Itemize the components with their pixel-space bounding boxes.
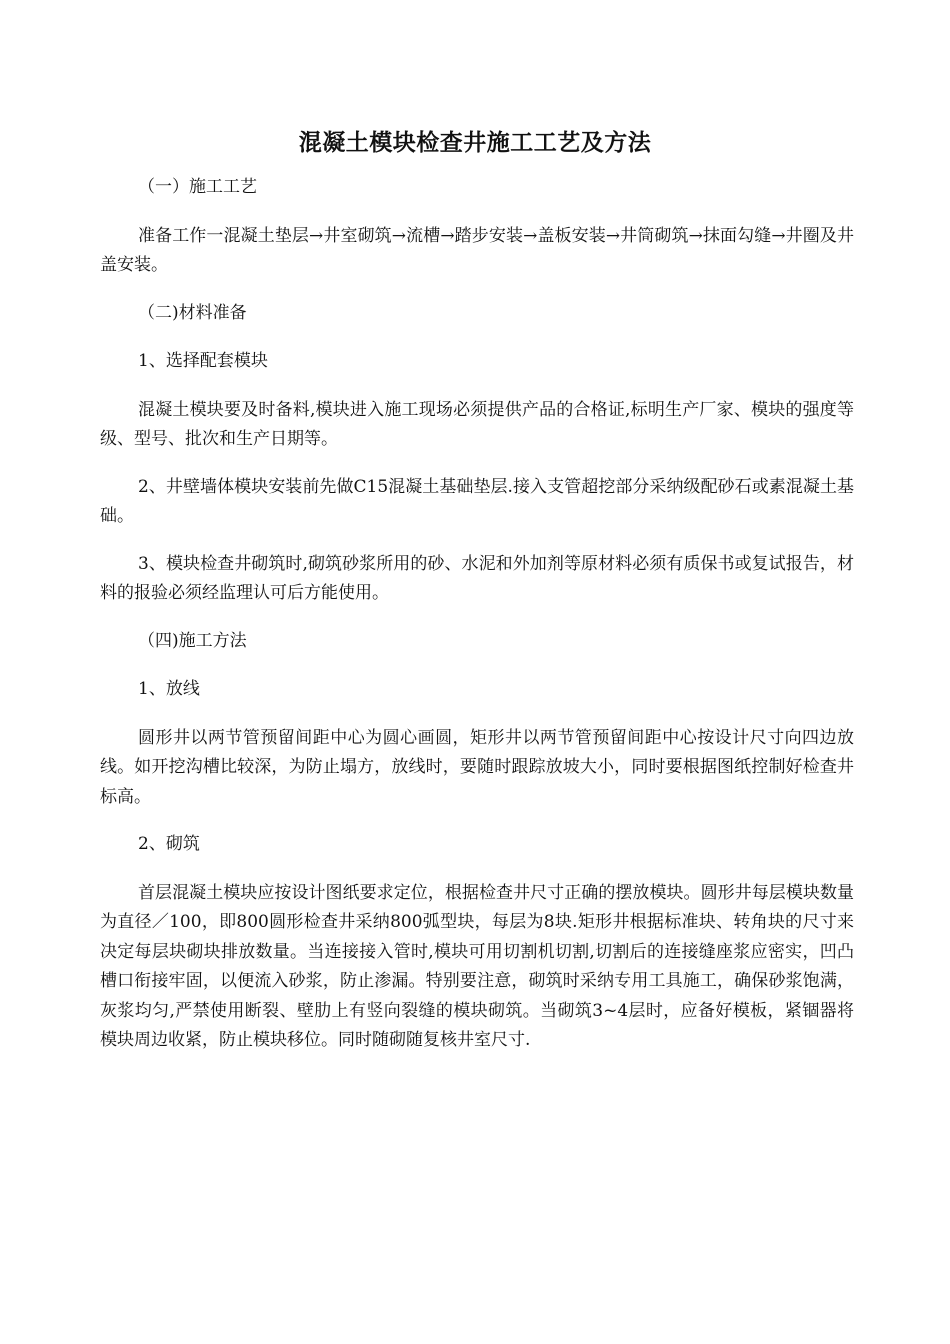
document-body (100, 173, 854, 1074)
paragraph-wall-base: 2、井壁墙体模块安装前先做C15混凝土基础垫层.接入支管超挖部分采纳级配砂石或素混凝土基础。 (100, 476, 854, 526)
paragraph-masonry-materials: 3、模块检查井砌筑时,砌筑砂浆所用的砂、水泥和外加剂等原材料必须有质保书或复试报告，材料的报验必须经监理认可后方能使用。 (100, 553, 854, 603)
section-heading-construction-process: （一）施工工艺 (138, 177, 257, 197)
subheading-layout: 1、放线 (138, 679, 200, 699)
section-heading-material-prep: （二)材料准备 (138, 302, 247, 323)
section-heading-construction-method: （四)施工方法 (138, 630, 247, 651)
paragraph-masonry: 首层混凝土模块应按设计图纸要求定位，根据检查井尺寸正确的摆放模块。圆形井每层模块数量为直径／100，即800圆形检查井采纳800弧型块，每层为8块.矩形井根据标准块、转角块的尺寸来决定每层块砌块排放数量。当连接接入管时,模块可用切割机切割,切割后的连接缝座浆应密实，凹凸槽口衔接牢固，以便流入砂浆，防止渗漏。特别要注意，砌筑时采纳专用工具施工，确保砂浆饱满，灰浆均匀,严禁使用断裂、壁肋上有竖向裂缝的模块砌筑。当砌筑3~4层时，应备好模板，紧锢器将模块周边收紧，防止模块移位。同时随砌随复核井室尺寸. (100, 882, 854, 1050)
subheading-select-modules: 1、选择配套模块 (138, 351, 268, 371)
subheading-masonry: 2、砌筑 (138, 834, 200, 854)
paragraph-process-flow: 准备工作一混凝土垫层→井室砌筑→流槽→踏步安装→盖板安装→井筒砌筑→抹面勾缝→井圈及井盖安装。 (100, 225, 854, 275)
paragraph-module-requirements: 混凝土模块要及时备料,模块进入施工现场必须提供产品的合格证,标明生产厂家、模块的强度等级、型号、批次和生产日期等。 (100, 399, 854, 449)
paragraph-layout: 圆形井以两节管预留间距中心为圆心画圆，矩形井以两节管预留间距中心按设计尺寸向四边放线。如开挖沟槽比较深，为防止塌方，放线时，要随时跟踪放坡大小，同时要根据图纸控制好检查井标高。 (100, 727, 854, 807)
document-title: 混凝土模块检查井施工工艺及方法 (298, 129, 652, 156)
